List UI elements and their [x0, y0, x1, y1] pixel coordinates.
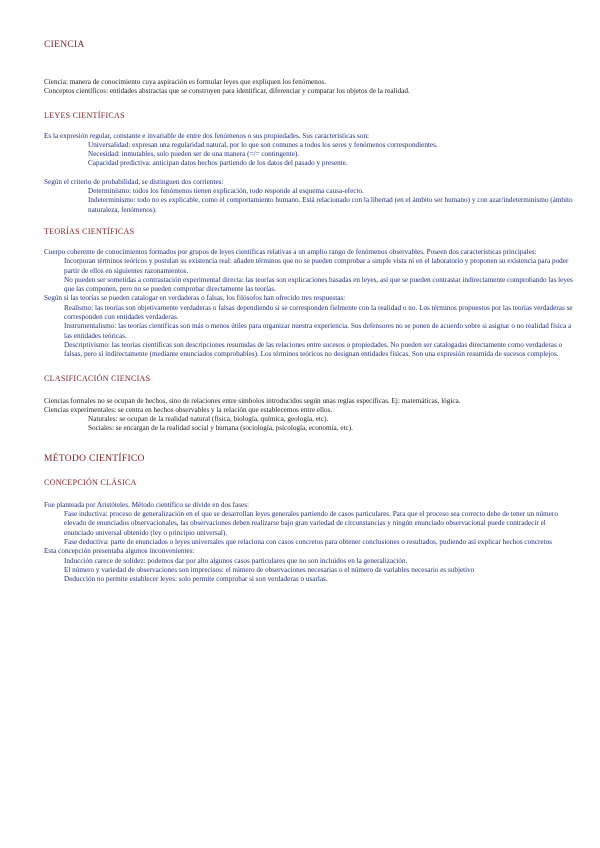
section-title-teorias: TEORÍAS CIENTÍFICAS [44, 226, 135, 236]
paragraph: Cuerpo coherente de conocimientos formados por grupos de leyes científicas relativas a un amplio rango de fenómenos observables. Poseen dos características principales: [44, 247, 537, 256]
list-item: Incorporan términos teóricos y postulan su existencia real: añaden términos que no se pueden comprobar a simple vista ni en el laboratorio y proponen su existencia para poder partir de ellos en siguientes razonamientos. [64, 257, 569, 275]
list-item: Deducción no permite establecer leyes: solo permite comprobar si son verdaderas o usarlas. [64, 575, 328, 584]
list-item: Instrumentalismo: las teorías científicas son más o menos útiles para organizar nuestra experiencia. Sus defensores no se ponen de acuerdo sobre si asignar o no realidad física a las entidades teóricas. [64, 322, 572, 340]
list-item: Necesidad: inmutables, solo pueden ser de una manera (=/= contingente). [88, 150, 300, 159]
section-title-metodo: MÉTODO CIENTÍFICO [44, 453, 145, 464]
list-item: Descriptivismo: las teorías científicas son descripciones resumidas de las relaciones entre sucesos o propiedades. No pueden ser catalogadas directamente como verdaderas o falsas, pero sí indirectamente (mediante enunciados comprobables). Los términos teóricos no designan entidades físicas. Son una expresión resumida de sucesos complejos. [64, 340, 563, 359]
list-item: Universalidad: expresan una regularidad natural, por lo que son comunes a todos los seres y fenómenos correspondientes. [88, 140, 438, 149]
section-title-ciencia: CIENCIA [44, 40, 85, 50]
paragraph: Es la expresión regular, constante e invariable de entre dos fenómenos o sus propiedades. Sus características son: [44, 131, 370, 140]
paragraph: Según si las teorías se pueden catalogar en verdaderas o falsas, los filósofos han ofrecido tres respuestas: [44, 294, 346, 303]
list-item: Fase inductiva: proceso de generalización en el que se desarrollan leyes generales partiendo de casos particulares. Para que el proceso sea correcto debe de tener un número elevado de enunciados observacionales, las observaciones deben realizarse bajo gran variedad de circunstancias y ningún enunciado observacional puede contradecir el enunciado universal obtenido (ley o principio universal). [64, 510, 558, 537]
list-item: Capacidad predictiva: anticipan datos hechos partiendo de los datos del pasado y presente. [88, 159, 348, 168]
paragraph: Ciencias formales no se ocupan de hechos, sino de relaciones entre símbolos introducidos según unas reglas específicas. Ej: matemáticas, lógica. [44, 396, 461, 405]
section-title-clasica: CONCEPCIÓN CLÁSICA [44, 477, 137, 487]
paragraph: Ciencia: manera de conocimiento cuya aspiración es formular leyes que expliquen los fenómenos. [44, 78, 327, 86]
list-item: Naturales: se ocupan de la realidad natural (física, biología, química, geología, etc). [88, 415, 329, 424]
list-item: Fase deductiva: parte de enunciados o leyes universales que relaciona con casos concretos para obtener conclusiones o resultados, pudiendo así explicar hechos concretos [64, 537, 552, 546]
list-item: Realismo: las teorías son objetivamente verdaderas o falsas dependiendo si se corresponden fielmente con la realidad o no. Los términos propuestos por las teorías verdaderas se corresponden con entidades verdaderas. [64, 303, 573, 322]
paragraph: Esta concepción presentaba algunos inconvenientes: [44, 547, 195, 556]
section-title-clasificacion: CLASIFICACIÓN CIENCIAS [44, 373, 151, 383]
list-item: El número y variedad de observaciones son imprecisos: el número de observaciones necesarias o el número de variables necesario es subjetivo [64, 565, 475, 574]
list-item: Sociales: se encargan de la realidad social y humana (sociología, psicología, economía, etc). [88, 424, 353, 433]
document-page [44, 40, 574, 584]
section-title-leyes: LEYES CIENTÍFICAS [44, 110, 125, 120]
list-item: Determinismo: todos los fenómenos tienen explicación, todo responde al esquema causa-efecto. [88, 187, 364, 196]
list-item: Inducción carece de solidez: podemos dar por alto algunos casos particulares que no son incluidos en la generalización. [64, 556, 408, 565]
paragraph: Ciencias experimentales: se centra en hechos observables y la relación que establecemos entre ellos. [44, 405, 333, 414]
paragraph: Conceptos científicos: entidades abstractas que se construyen para identificar, diferenciar y comparar los objetos de la realidad. [44, 87, 410, 96]
list-item: Indeterminismo: todo no es explicable, como el comportamiento humano. Está relacionado con la libertad (en el ámbito ser humano) y con azar/indeterminismo (ámbito naturaleza, fenómenos). [88, 196, 573, 214]
paragraph: Según el criterio de probabilidad, se distinguen dos corrientes: [44, 177, 224, 186]
paragraph: Fue planteada por Aristóteles. Método científico se divide en dos fases: [44, 500, 249, 509]
list-item: No pueden ser sometidas a contrastación experimental directa: las teorías son explicaciones basadas en leyes, así que se pueden contrastar indirectamente comprobando las leyes que las componen, pero no se pueden comprobar directamente las teorías. [64, 275, 573, 294]
